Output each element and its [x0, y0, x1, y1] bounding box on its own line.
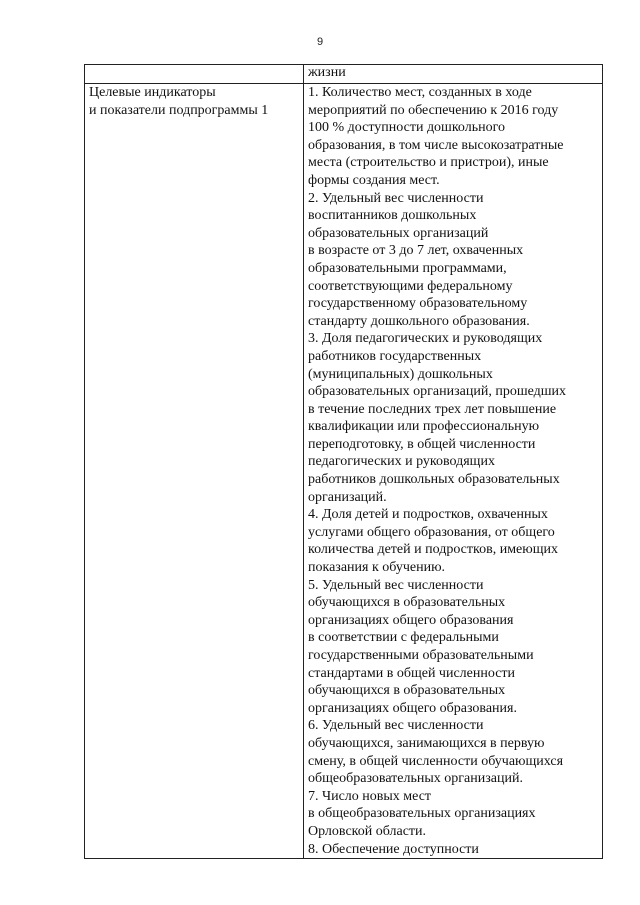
indicator-text-line: 2. Удельный вес численности	[308, 190, 484, 206]
indicator-text-line: обучающихся в образовательных	[308, 683, 506, 699]
continuation-right-cell: жизни	[304, 65, 603, 84]
indicator-text-line: в соответствии с федеральными	[308, 630, 499, 646]
indicator-text-line: 3. Доля педагогических и руководящих	[308, 331, 543, 347]
indicator-text-line: 7. Число новых мест	[308, 788, 432, 804]
indicator-text-line: услугами общего образования, от общего	[308, 524, 555, 540]
indicator-text-line: воспитанников дошкольных	[308, 208, 477, 224]
indicator-text-line: места (строительство и пристрои), иные	[308, 155, 549, 171]
indicators-row	[85, 84, 603, 859]
indicators-label-line: и показатели подпрограммы 1	[89, 102, 269, 118]
indicator-text-line: организациях общего образования	[308, 612, 514, 628]
indicator-text-line: педагогических и руководящих	[308, 454, 495, 470]
indicator-text-line: образовательных организаций	[308, 225, 489, 241]
indicator-text-line: стандарту дошкольного образования.	[308, 313, 530, 329]
indicator-text-line: формы создания мест.	[308, 172, 440, 188]
indicator-text-line: смену, в общей численности обучающихся	[308, 753, 564, 769]
indicator-text-line: 1. Количество мест, созданных в ходе	[308, 85, 532, 100]
indicator-text-line: 8. Обеспечение доступности	[308, 841, 479, 857]
indicator-text-line: количества детей и подростков, имеющих	[308, 542, 559, 558]
indicator-text-line: организаций.	[308, 489, 387, 505]
indicator-text-line: государственному образовательному	[308, 296, 528, 312]
indicators-table	[84, 64, 603, 859]
indicators-label-cell	[85, 84, 304, 859]
indicator-text-line: 4. Доля детей и подростков, охваченных	[308, 507, 548, 523]
indicator-text-line: обучающихся, занимающихся в первую	[308, 735, 545, 751]
indicator-text-line: (муниципальных) дошкольных	[308, 366, 493, 382]
page-number: 9	[316, 36, 324, 48]
indicator-text-line: мероприятий по обеспечению к 2016 году	[308, 102, 559, 118]
indicator-text-line: государственными образовательными	[308, 648, 534, 663]
indicator-text-line: квалификации или профессиональную	[308, 419, 540, 435]
indicator-text-line: стандартами в общей численности	[308, 665, 516, 681]
indicator-text-line: образовательных организаций, прошедших	[308, 384, 567, 400]
indicator-text-line: соответствующими федеральному	[308, 278, 513, 294]
continuation-row	[85, 65, 603, 84]
continuation-left-cell	[85, 65, 304, 84]
indicator-text-line: в течение последних трех лет повышение	[308, 401, 557, 417]
indicator-text-line: образования, в том числе высокозатратные	[308, 137, 564, 153]
indicator-text-line: показания к обучению.	[308, 560, 446, 576]
indicator-text-line: Орловской области.	[308, 823, 427, 839]
indicator-text-line: организациях общего образования.	[308, 700, 517, 716]
indicator-text-line: 6. Удельный вес численности	[308, 718, 484, 734]
indicator-text-line: в возрасте от 3 до 7 лет, охваченных	[308, 243, 524, 259]
indicators-label-line: Целевые индикаторы	[89, 85, 216, 100]
indicator-text-line: 100 % доступности дошкольного	[308, 120, 506, 136]
indicator-text-line: 5. Удельный вес численности	[308, 577, 484, 593]
indicator-text-line: работников дошкольных образовательных	[308, 472, 560, 488]
indicators-list-cell	[304, 84, 603, 859]
indicator-text-line: в общеобразовательных организациях	[308, 806, 536, 822]
indicator-text-line: работников государственных	[308, 348, 482, 364]
indicator-text-line: обучающихся в образовательных	[308, 595, 506, 611]
indicator-text-line: общеобразовательных организаций.	[308, 771, 523, 787]
indicator-text-line: переподготовку, в общей численности	[308, 436, 536, 452]
indicator-text-line: образовательными программами,	[308, 260, 507, 276]
